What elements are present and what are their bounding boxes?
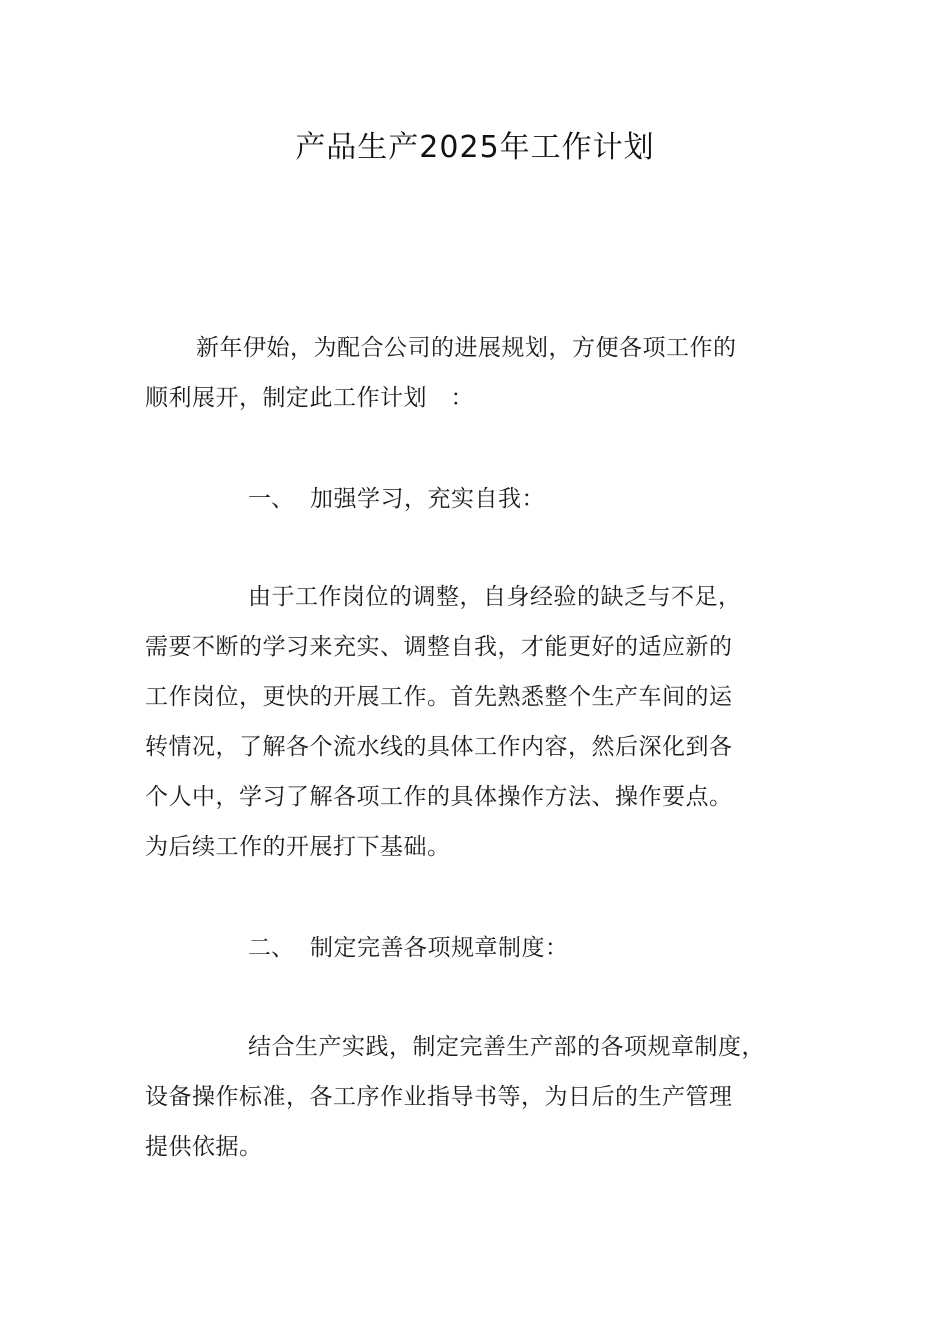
section-1-line-1: 由于工作岗位的调整，自身经验的缺乏与不足， — [248, 584, 742, 610]
section-2-line-1: 结合生产实践，制定完善生产部的各项规章制度， — [248, 1034, 765, 1060]
intro-line-2: 顺利展开，制定此工作计划 ： — [145, 385, 474, 411]
section-1-line-5: 个人中，学习了解各项工作的具体操作方法、操作要点。 — [145, 784, 733, 810]
section-1-heading: 加强学习，充实自我： — [310, 486, 545, 512]
section-2-number: 二、 — [248, 935, 294, 961]
section-1-line-3: 工作岗位，更快的开展工作。首先熟悉整个生产车间的运 — [145, 684, 733, 710]
intro-line-1: 新年伊始，为配合公司的进展规划，方便各项工作的 — [196, 335, 737, 361]
section-1-line-4: 转情况，了解各个流水线的具体工作内容，然后深化到各 — [145, 734, 733, 760]
section-1-line-6: 为后续工作的开展打下基础。 — [145, 834, 451, 860]
section-2-heading: 制定完善各项规章制度： — [310, 935, 569, 961]
section-2-line-2: 设备操作标准，各工序作业指导书等，为日后的生产管理 — [145, 1084, 733, 1110]
section-2-line-3: 提供依据。 — [145, 1134, 263, 1160]
section-1-number: 一、 — [248, 486, 294, 512]
section-1-line-2: 需要不断的学习来充实、调整自我，才能更好的适应新的 — [145, 634, 733, 660]
document-title: 产品生产2025年工作计划 — [295, 130, 655, 165]
